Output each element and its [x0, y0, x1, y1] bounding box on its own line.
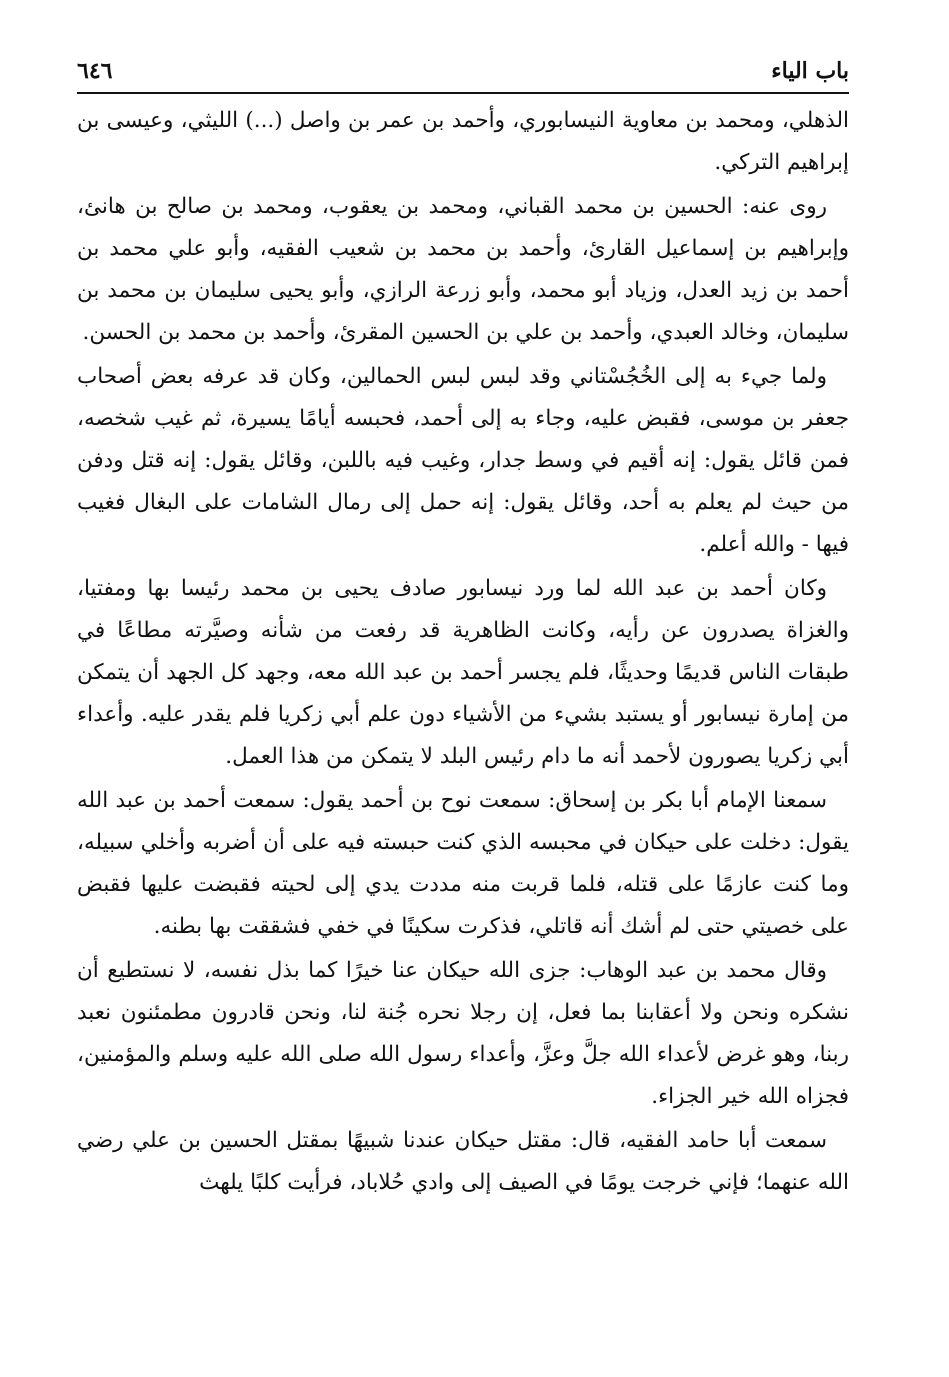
paragraph-1: الذهلي، ومحمد بن معاوية النيسابوري، وأحمد بن عمر بن واصل (...) الليثي، وعيسى بن إبراهيم التركي. — [77, 108, 849, 175]
paragraph-7: سمعت أبا حامد الفقيه، قال: مقتل حيكان عندنا شبيهًا بمقتل الحسين بن علي رضي الله عنهما؛ فإني خرجت يومًا في الصيف إلى وادي حُلاباد، فرأيت كلبًا يلهث — [77, 1128, 849, 1195]
page-header — [77, 52, 849, 94]
paragraph-2: روى عنه: الحسين بن محمد القباني، ومحمد بن يعقوب، ومحمد بن صالح بن هانئ، وإبراهيم بن إسماعيل القارئ، وأحمد بن محمد بن شعيب الفقيه، وأبو علي محمد بن أحمد بن زيد العدل، وزياد أبو محمد، وأبو زرعة الرازي، وأبو يحيى سليمان بن محمد بن سليمان، وخالد العبدي، وأحمد بن علي بن الحسين المقرئ، وأحمد بن محمد بن الحسن. — [77, 194, 849, 345]
paragraph-6: وقال محمد بن عبد الوهاب: جزى الله حيكان عنا خيرًا كما بذل نفسه، لا نستطيع أن نشكره ونحن ولا أعقابنا بما فعل، إن رجلا نحره جُنة لنا، ونحن قادرون مطمئنون نعبد ربنا، وهو غرض لأعداء الله جلَّ وعزَّ، وأعداء رسول الله صلى الله عليه وسلم والمؤمنين، فجزاه الله خير الجزاء. — [77, 958, 849, 1109]
body-text — [77, 100, 849, 1204]
paragraph-5: سمعنا الإمام أبا بكر بن إسحاق: سمعت نوح بن أحمد يقول: سمعت أحمد بن عبد الله يقول: دخلت على حيكان في محبسه الذي كنت حبسته فيه على أن أضربه وأخلي سبيله، وما كنت عازمًا على قتله، فلما قربت منه مددت يدي إلى لحيته فقبضت عليها فقبض على خصيتي حتى لم أشك أنه قاتلي، فذكرت سكينًا في خفي فشققت بها بطنه. — [77, 788, 849, 939]
page-number: ٦٤٦ — [77, 58, 113, 84]
paragraph-4: وكان أحمد بن عبد الله لما ورد نيسابور صادف يحيى بن محمد رئيسا بها ومفتيا، والغزاة يصدرون عن رأيه، وكانت الظاهرية قد رفعت من شأنه وصيَّرته مطاعًا في طبقات الناس قديمًا وحديثًا، فلم يجسر أحمد بن عبد الله معه، وجهد كل الجهد أن يتمكن من إمارة نيسابور أو يستبد بشيء من الأشياء دون علم أبي زكريا فلم يقدر عليه. وأعداء أبي زكريا يصورون لأحمد أنه ما دام رئيس البلد لا يتمكن من هذا العمل. — [77, 576, 849, 769]
paragraph-3: ولما جيء به إلى الخُجُسْتاني وقد لبس لبس الحمالين، وكان قد عرفه بعض أصحاب جعفر بن موسى، فقبض عليه، وجاء به إلى أحمد، فحبسه أيامًا يسيرة، ثم غيب شخصه، فمن قائل يقول: إنه أقيم في وسط جدار، وغيب فيه باللبن، وقائل يقول: إنه قتل ودفن من حيث لم يعلم به أحد، وقائل يقول: إنه حمل إلى رمال الشامات على البغال فغيب فيها - والله أعلم. — [77, 364, 849, 557]
chapter-title: باب الياء — [771, 58, 849, 84]
book-page — [77, 52, 849, 1204]
